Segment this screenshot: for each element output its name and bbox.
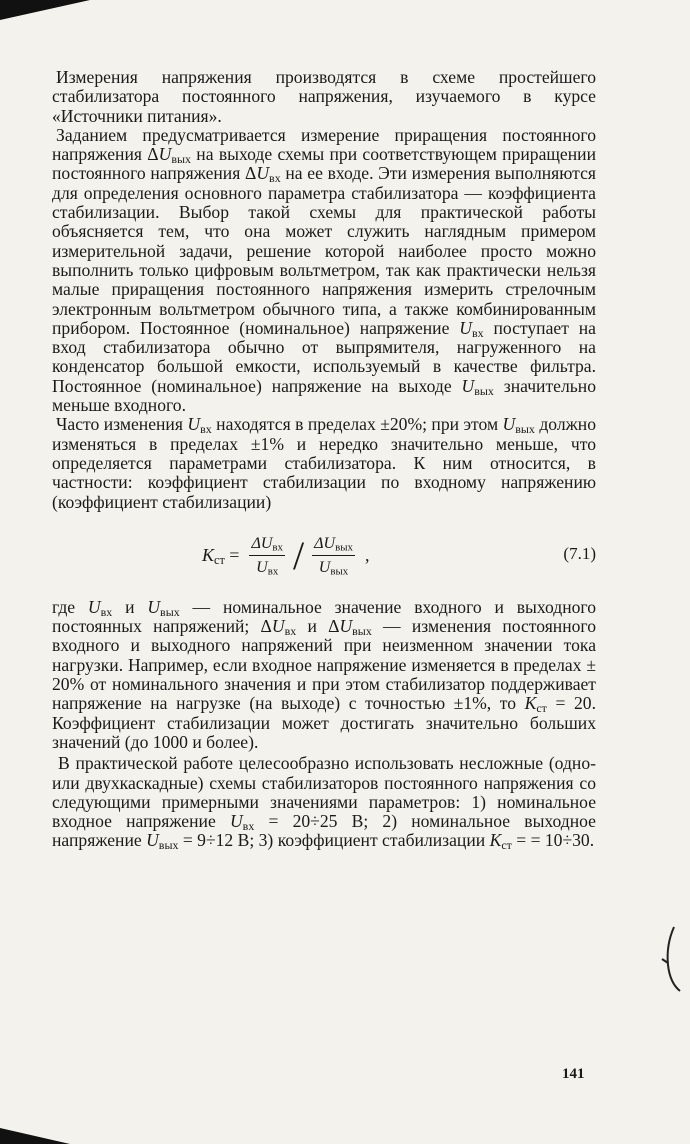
paragraph-1: Измерения напряжения производятся в схеме простейшего стабилизатора постоянного напряжения, изучаемого в курсе «Источники питания». xyxy=(52,67,596,126)
margin-mark-icon xyxy=(660,925,682,995)
paragraph-5: В практической работе целесообразно использовать несложные (одно-или двухкаскадные) схемы стабилизаторов постоянного напряжения со следующими примерными значениями параметров: 1) номинальное входное напряжение $U_{вх} = 20\div 25$ В; 2) номинальное выходное напряжение $U_{вых} = 9\div 12$ В; 3) коэффициент стабилизации $K_{ст}$ = = 10÷30. xyxy=(52,753,596,853)
paragraph-3: Часто изменения $U_{вх}$ находятся в пределах ±20%; при этом $U_{вых}$ должно изменяться в пределах ±1% и нередко значительно меньше, что определяется параметрами стабилизатора. К ним относится, в частности: коэффициент стабилизации по входному напряжению (коэффициент стабилизации) xyxy=(52,414,597,512)
page-number: 141 xyxy=(562,1066,585,1082)
scan-shadow-bottom xyxy=(0,1128,70,1144)
input-fraction: $\frac{\Delta U_{вх}}{U_{вх}}$ xyxy=(251,535,283,579)
body-text xyxy=(52,68,596,851)
paragraph-2: Заданием предусматривается измерение приращения постоянного напряжения $\Delta U_{вых}$ на выходе схемы при соответствующем приращении постоянного напряжения $\Delta U_{вх}$ на ее входе. Эти измерения выполняются для определения основного параметра стабилизатора — коэффициента стабилизации. Выбор такой схемы для практической работы объясняется тем, что она может служить наглядным примером измерительной задачи, решение которой наиболее просто можно выполнить только цифровым вольтметром, так как практически нельзя малые приращения постоянного напряжения измерить стрелочным электронным вольтметром обычного типа, а также комбинированным прибором. Постоянное (номинальное) напряжение $U_{вх}$ поступает на вход стабилизатора обычно от выпрямителя, нагруженного на конденсатор большой емкости, используемый в качестве фильтра. Постоянное (номинальное) напряжение на выходе $U_{вых}$ значительно меньше входного. xyxy=(52,124,596,416)
equation-7-1 xyxy=(52,524,596,588)
output-fraction: $\frac{\Delta U_{вых}}{U_{вых}}$ xyxy=(314,535,353,579)
paragraph-4: где $U_{вх}$ и $U_{вых}$ — номинальное значение входного и выходного постоянных напряжений; $\Delta U_{вх}$ и $\Delta U_{вых}$ — изменения постоянного входного и выходного напряжений при неизменном значении тока нагрузки. Например, если входное напряжение изменяется в пределах ± 20% от номинального значения и при этом стабилизатор поддерживает напряжение на нагрузке (на выходе) с точностью ±1%, то $K_{ст} = 20$. Коэффициент стабилизации может достигать значительно больших значений (до 1000 и более). xyxy=(52,596,596,752)
scan-shadow-top xyxy=(0,0,90,20)
stabilization-formula: $K_{ст}$ = $\frac{\Delta U_{вх}}{U_{вх}}$ / $\frac{\Delta U_{вых}}{U_{вых}}$ , xyxy=(202,532,370,579)
formula-lhs: $K_{ст}$ = xyxy=(202,545,240,568)
equation-number: (7.1) xyxy=(563,543,596,563)
division-slash: / xyxy=(292,532,305,578)
